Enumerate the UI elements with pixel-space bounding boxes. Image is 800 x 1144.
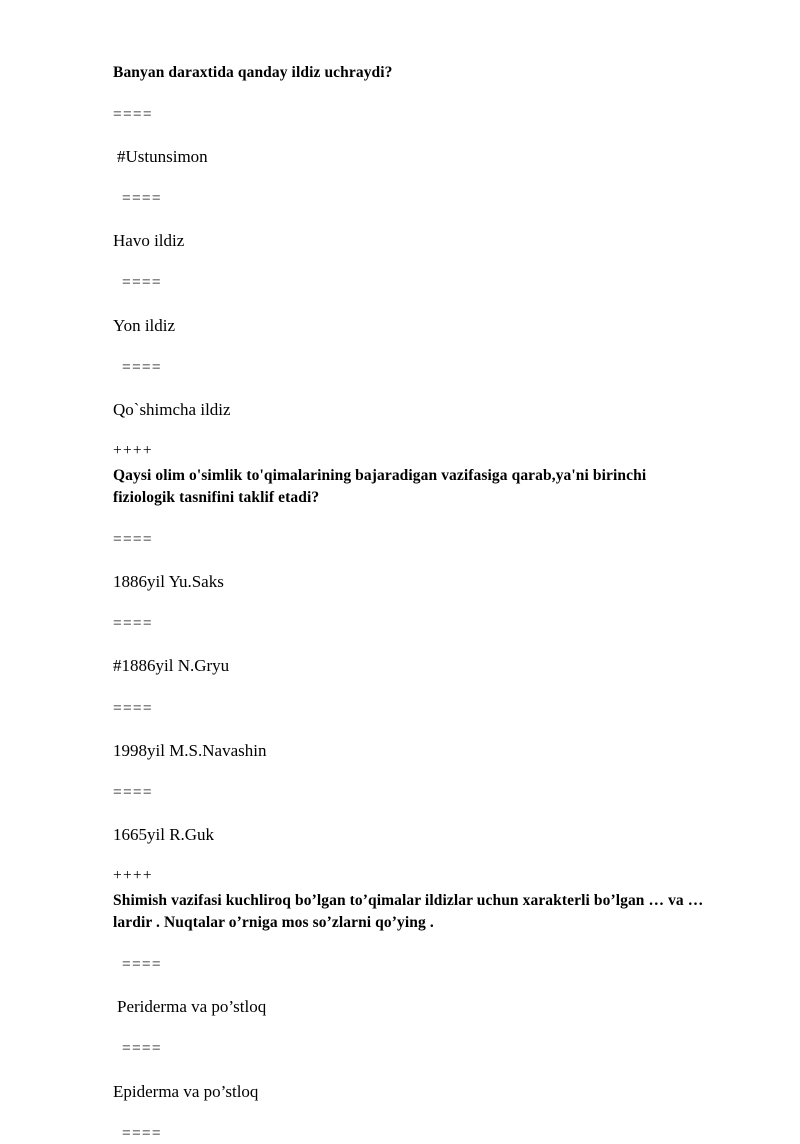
separator-line: ==== (113, 531, 153, 549)
separator-line: ==== (113, 783, 153, 801)
separator-line: ==== (122, 1124, 162, 1142)
answer-option: Yon ildiz (113, 315, 176, 335)
answer-option: Epiderma va po’stloq (113, 1081, 259, 1101)
separator-line: ==== (122, 190, 162, 208)
block-terminator: ++++ (113, 867, 153, 885)
block-terminator: ++++ (113, 441, 153, 459)
separator-line: ==== (122, 358, 162, 376)
answer-option: 1998yil M.S.Navashin (113, 740, 267, 760)
separator-line: ==== (113, 106, 153, 123)
answer-option: #Ustunsimon (117, 147, 208, 167)
answer-option: 1665yil R.Guk (113, 824, 215, 844)
answer-option: Havo ildiz (113, 231, 185, 251)
separator-line: ==== (122, 1040, 162, 1058)
separator-line: ==== (113, 699, 153, 717)
question-text: Banyan daraxtida qanday ildiz uchraydi? (113, 64, 393, 81)
question-text: Qaysi olim o'simlik to'qimalarining bajaradigan vazifasiga qarab,ya'ni birinchi fiziologik tasnifini taklif etadi? (113, 467, 647, 507)
separator-line: ==== (122, 274, 162, 292)
document-body (113, 62, 705, 1144)
answer-option: #1886yil N.Gryu (113, 656, 230, 676)
answer-option: Periderma va po’stloq (117, 997, 267, 1017)
separator-line: ==== (122, 956, 162, 974)
answer-option: 1886yil Yu.Saks (113, 572, 224, 592)
answer-option: Qo`shimcha ildiz (113, 399, 231, 419)
question-text: Shimish vazifasi kuchliroq bo’lgan to’qimalar ildizlar uchun xarakterli bo’lgan … va … lardir . Nuqtalar o’rniga mos so’zlarni qo’ying . (113, 892, 704, 932)
separator-line: ==== (113, 615, 153, 633)
